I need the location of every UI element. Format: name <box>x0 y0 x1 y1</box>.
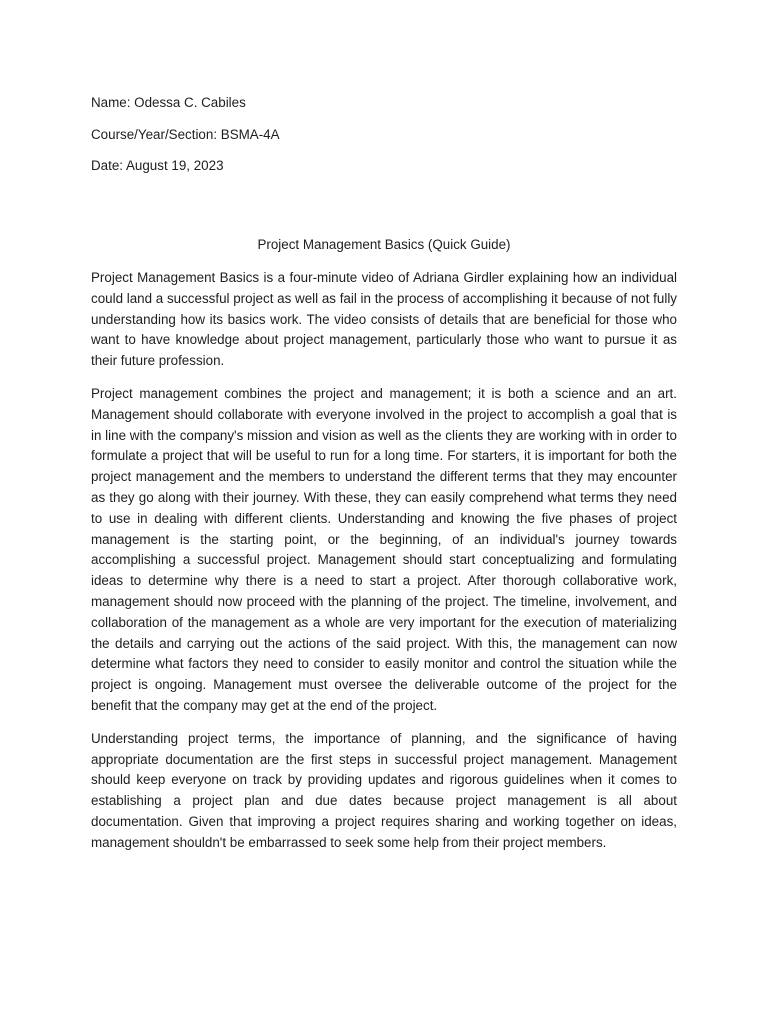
document-title: Project Management Basics (Quick Guide) <box>257 237 511 252</box>
paragraph-2: Project management combines the project and management; it is both a science and an art. Management should collaborate with everyone involved in the project to accomplish a goal that is in line with the company's mission and vision as well as the clients they are working with in order to formulate a project that will be useful to run for a long time. For starters, it is important for both the project management and the members to understand the different terms that they may encounter as they go along with their journey. With these, they can easily comprehend what terms they need to use in dealing with different clients. Understanding and knowing the five phases of project management is the starting point, or the beginning, of an individual's journey towards accomplishing a successful project. Management should start conceptualizing and formulating ideas to determine why there is a need to start a project. After thorough collaborative work, management should now proceed with the planning of the project. The timeline, involvement, and collaboration of the management as a whole are very important for the execution of materializing the details and carrying out the actions of the said project. With this, the management can now determine what factors they need to consider to easily monitor and control the situation while the project is ongoing. Management must oversee the deliverable outcome of the project for the benefit that the company may get at the end of the project. <box>91 385 677 713</box>
student-name: Name: Odessa C. Cabiles <box>91 95 246 110</box>
document-date: Date: August 19, 2023 <box>91 158 224 173</box>
paragraph-1: Project Management Basics is a four-minute video of Adriana Girdler explaining how an individual could land a successful project as well as fail in the process of accomplishing it because of not fully understanding how its basics work. The video consists of details that are beneficial for those who want to have knowledge about project management, particularly those who want to pursue it as their future profession. <box>91 270 677 369</box>
course-year-section: Course/Year/Section: BSMA-4A <box>91 127 280 142</box>
document-body <box>91 268 677 866</box>
paragraph-3: Understanding project terms, the importance of planning, and the significance of having appropriate documentation are the first steps in successful project management. Management should keep everyone on track by providing updates and rigorous guidelines when it comes to establishing a project plan and due dates because project management is all about documentation. Given that improving a project requires sharing and working together on ideas, management shouldn't be embarrassed to seek some help from their project members. <box>91 730 677 850</box>
